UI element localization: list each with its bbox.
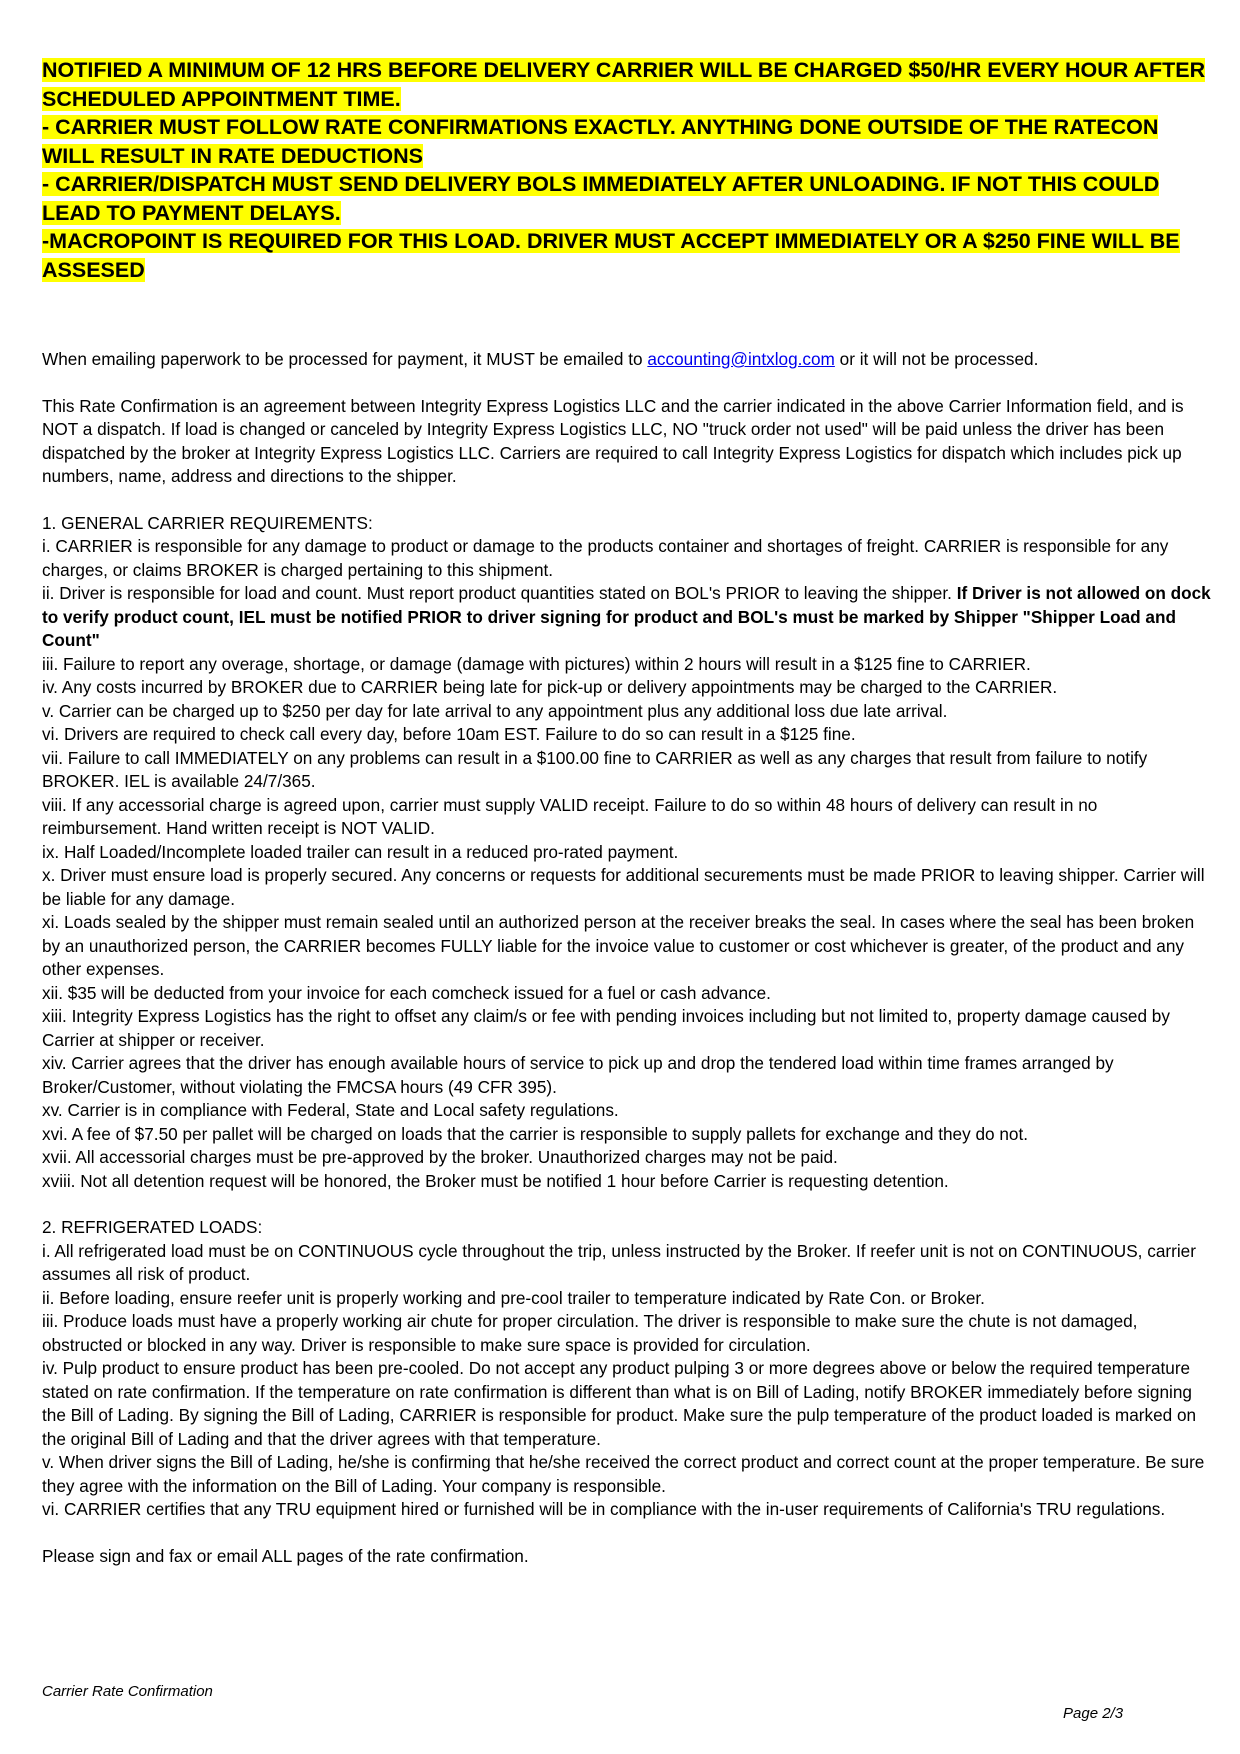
banner-line-macropoint: -MACROPOINT IS REQUIRED FOR THIS LOAD. DRIVER MUST ACCEPT IMMEDIATELY OR A $250 FINE WILL BE ASSESED [42, 229, 1180, 282]
requirement-item: viii. If any accessorial charge is agreed upon, carrier must supply VALID receipt. Failure to do so within 48 hours of delivery can result in no reimbursement. Hand written receipt is NOT VALID. [42, 794, 1098, 838]
requirement-item: xii. $35 will be deducted from your invoice for each comcheck issued for a fuel or cash advance. [42, 982, 771, 1003]
requirement-item: v. When driver signs the Bill of Lading, he/she is confirming that he/she received the correct product and correct count at the proper temperature. Be sure they agree with the information on the Bill of Lading. Your company is responsible. [42, 1452, 1205, 1496]
closing-instruction: Please sign and fax or email ALL pages of the rate confirmation. [42, 1545, 529, 1566]
requirement-item: xv. Carrier is in compliance with Federal, State and Local safety regulations. [42, 1100, 619, 1120]
requirement-item: iii. Failure to report any overage, shortage, or damage (damage with pictures) within 2 hours will result in a $125 fine to CARRIER. [42, 653, 1031, 674]
warning-banner [42, 56, 1212, 284]
requirement-item: i. CARRIER is responsible for any damage to product or damage to the products container and shortages of freight. CARRIER is responsible for any charges, or claims BROKER is charged pertaining to this shipment. [42, 536, 1169, 580]
section-heading: 1. GENERAL CARRIER REQUIREMENTS: [42, 512, 373, 533]
requirement-item: vi. CARRIER certifies that any TRU equipment hired or furnished will be in compliance with the in-user requirements of California's TRU regulations. [42, 1499, 1166, 1519]
requirement-item: v. Carrier can be charged up to $250 per day for late arrival to any appointment plus any additional loss due late arrival. [42, 700, 948, 721]
general-carrier-requirements [42, 512, 1212, 1194]
document-page [42, 56, 1212, 1568]
banner-line-appointment: NOTIFIED A MINIMUM OF 12 HRS BEFORE DELIVERY CARRIER WILL BE CHARGED $50/HR EVERY HOUR AFTER SCHEDULED APPOINTMENT TIME. [42, 58, 1206, 111]
banner-line-ratecon: - CARRIER MUST FOLLOW RATE CONFIRMATIONS EXACTLY. ANYTHING DONE OUTSIDE OF THE RATECON WILL RESULT IN RATE DEDUCTIONS [42, 115, 1159, 168]
requirement-item: vi. Drivers are required to check call every day, before 10am EST. Failure to do so can result in a $125 fine. [42, 724, 856, 744]
section-heading: 2. REFRIGERATED LOADS: [42, 1217, 263, 1237]
refrigerated-loads [42, 1216, 1212, 1522]
requirement-item: xiv. Carrier agrees that the driver has enough available hours of service to pick up and drop the tendered load within time frames arranged by Broker/Customer, without violating the FMCSA hours (49 CFR 395). [42, 1053, 1114, 1097]
requirement-item: xiii. Integrity Express Logistics has the right to offset any claim/s or fee with pending invoices including but not limited to, property damage caused by Carrier at shipper or receiver. [42, 1006, 1170, 1050]
accounting-email-link[interactable]: accounting@intxlog.com [647, 349, 835, 369]
requirement-item: i. All refrigerated load must be on CONTINUOUS cycle throughout the trip, unless instructed by the Broker. If reefer unit is not on CONTINUOUS, carrier assumes all risk of product. [42, 1240, 1196, 1284]
requirement-item: xviii. Not all detention request will be honored, the Broker must be notified 1 hour before Carrier is requesting detention. [42, 1170, 949, 1191]
email-notice-after: or it will not be processed. [834, 349, 1039, 369]
requirement-item: iii. Produce loads must have a properly working air chute for proper circulation. The driver is responsible to make sure the chute is not damaged, obstructed or blocked in any way. Driver is responsible to make sure space is provided for circulation. [42, 1311, 1138, 1355]
requirement-item [42, 582, 1212, 653]
requirement-item: iv. Pulp product to ensure product has been pre-cooled. Do not accept any product pulping 3 or more degrees above or below the required temperature stated on rate confirmation. If the temperature on rate confirmation is different than what is on Bill of Lading, notify BROKER immediately before signing the Bill of Lading. By signing the Bill of Lading, CARRIER is responsible for product. Make sure the pulp temperature of the product loaded is marked on the original Bill of Lading and that the driver agrees with that temperature. [42, 1358, 1197, 1449]
requirement-text: ii. Driver is responsible for load and count. Must report product quantities stated on BOL's PRIOR to leaving the shipper. [42, 583, 957, 603]
requirement-item: x. Driver must ensure load is properly secured. Any concerns or requests for additional securements must be made PRIOR to leaving shipper. Carrier will be liable for any damage. [42, 865, 1205, 909]
agreement-intro: This Rate Confirmation is an agreement between Integrity Express Logistics LLC and the carrier indicated in the above Carrier Information field, and is NOT a dispatch. If load is changed or canceled by Integrity Express Logistics LLC, NO "truck order not used" will be paid unless the driver has been dispatched by the broker at Integrity Express Logistics LLC. Carriers are required to call Integrity Express Logistics for dispatch which includes pick up numbers, name, address and directions to the shipper. [42, 395, 1184, 486]
footer-document-title: Carrier Rate Confirmation [42, 1683, 213, 1700]
requirement-item: iv. Any costs incurred by BROKER due to CARRIER being late for pick-up or delivery appointments may be charged to the CARRIER. [42, 677, 1058, 697]
requirement-item: xvi. A fee of $7.50 per pallet will be charged on loads that the carrier is responsible to supply pallets for exchange and they do not. [42, 1123, 1029, 1144]
requirement-bold-text: If Driver is not allowed on dock to verify product count, IEL must be notified PRIOR to driver signing for product and BOL's must be marked by Shipper "Shipper Load and Count" [42, 583, 1211, 650]
banner-line-bols: - CARRIER/DISPATCH MUST SEND DELIVERY BOLS IMMEDIATELY AFTER UNLOADING. IF NOT THIS COULD LEAD TO PAYMENT DELAYS. [42, 172, 1160, 225]
requirement-item: xi. Loads sealed by the shipper must remain sealed until an authorized person at the receiver breaks the seal. In cases where the seal has been broken by an unauthorized person, the CARRIER becomes FULLY liable for the invoice value to customer or cost whichever is greater, of the product and any other expenses. [42, 912, 1195, 979]
footer-page-number: Page 2/3 [1063, 1705, 1124, 1722]
email-notice [42, 348, 1212, 372]
requirement-item: ii. Before loading, ensure reefer unit is properly working and pre-cool trailer to temperature indicated by Rate Con. or Broker. [42, 1287, 985, 1308]
email-notice-before: When emailing paperwork to be processed for payment, it MUST be emailed to [42, 349, 648, 369]
requirement-item: ix. Half Loaded/Incomplete loaded trailer can result in a reduced pro-rated payment. [42, 841, 679, 862]
requirement-item: xvii. All accessorial charges must be pre-approved by the broker. Unauthorized charges may not be paid. [42, 1147, 838, 1167]
requirement-item: vii. Failure to call IMMEDIATELY on any problems can result in a $100.00 fine to CARRIER as well as any charges that result from failure to notify BROKER. IEL is available 24/7/365. [42, 747, 1148, 791]
